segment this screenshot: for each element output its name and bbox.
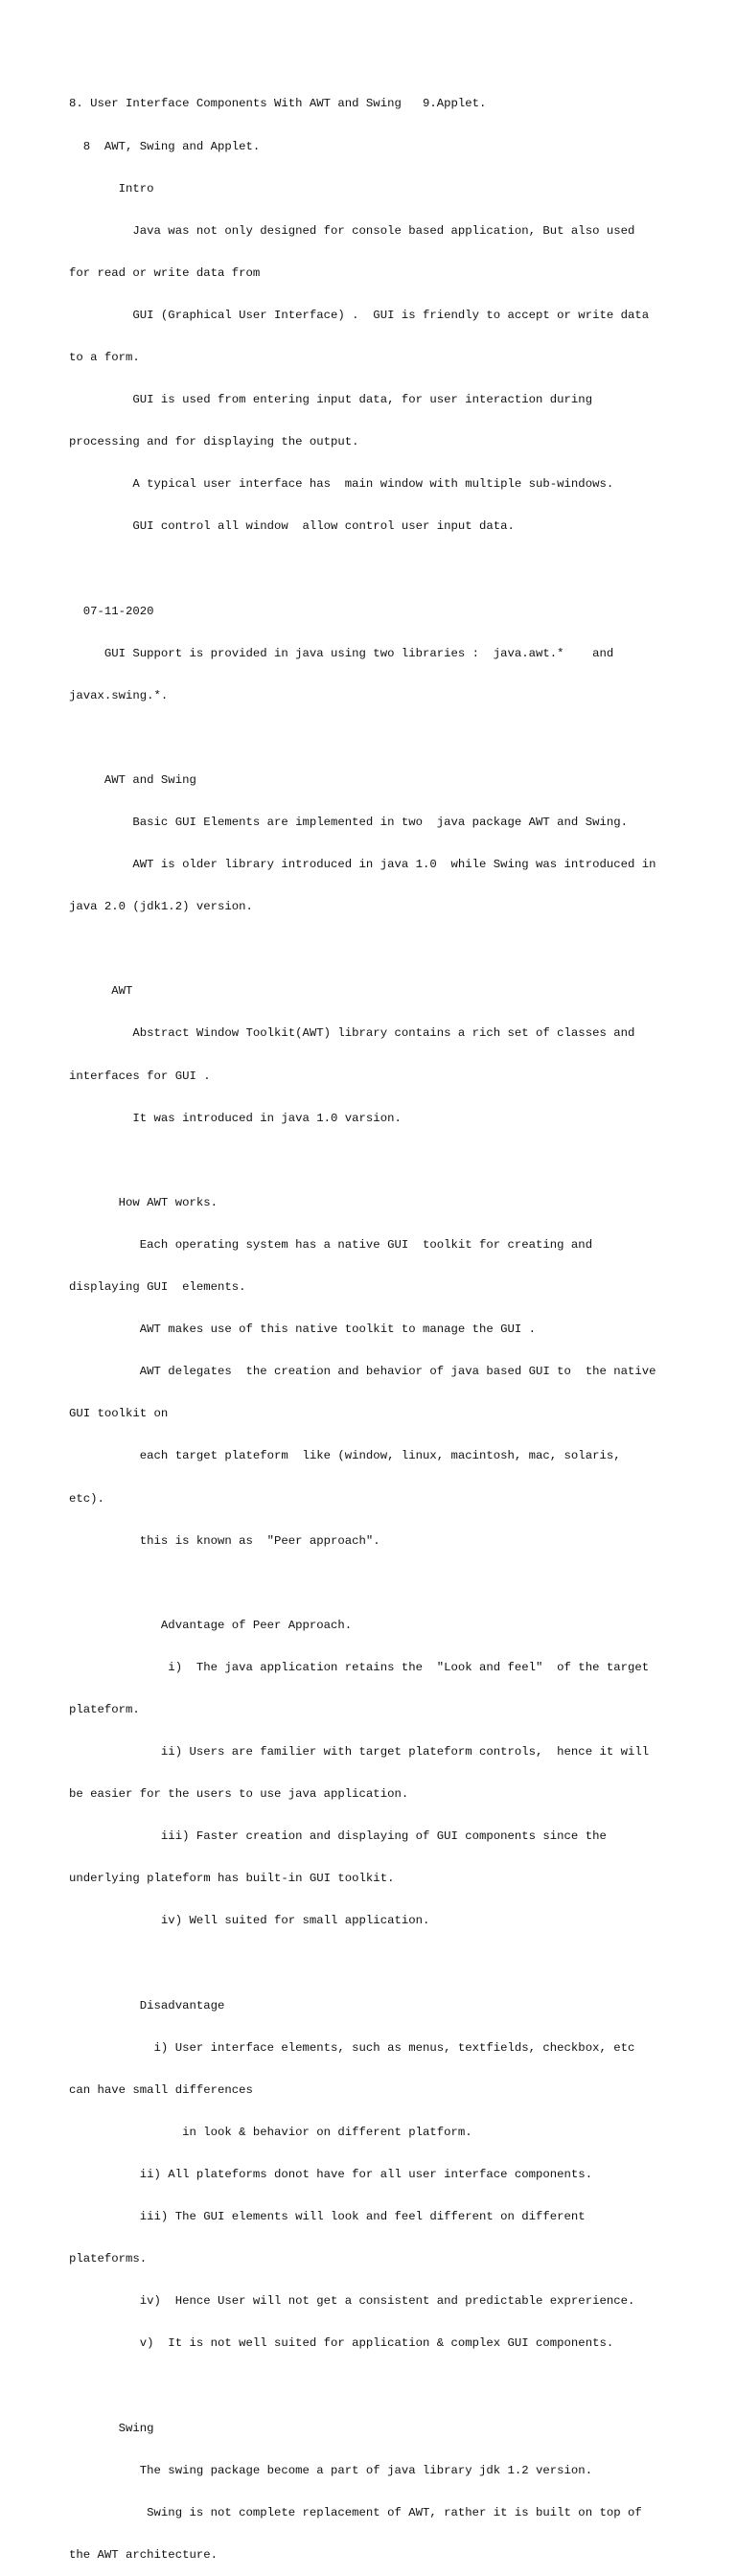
text-line: ii) All plateforms donot have for all user interface components. — [69, 2168, 593, 2181]
text-line: iii) The GUI elements will look and feel different on different — [69, 2210, 586, 2224]
text-line: GUI toolkit on — [69, 1407, 169, 1421]
text-line: GUI Support is provided in java using two libraries : java.awt.* and — [69, 646, 614, 660]
text-line: Java was not only designed for console based application, But also used — [69, 223, 635, 238]
blank-line — [69, 1154, 682, 1168]
blank-line — [69, 942, 682, 956]
blank-line — [69, 1576, 682, 1591]
text-line: Intro — [69, 181, 154, 196]
text-line: GUI is used from entering input data, for user interaction during — [69, 393, 593, 407]
date-line: 07-11-2020 — [69, 604, 154, 618]
text-line: in look & behavior on different platform. — [69, 2125, 472, 2139]
section-heading: AWT — [69, 984, 133, 999]
text-line: It was introduced in java 1.0 varsion. — [69, 1111, 402, 1125]
text-line: iii) Faster creation and displaying of GUI components since the — [69, 1829, 607, 1844]
text-line: this is known as "Peer approach". — [69, 1533, 380, 1548]
blank-line — [69, 1957, 682, 1971]
text-line: iv) Hence User will not get a consistent and predictable exprerience. — [69, 2294, 635, 2309]
section-heading: AWT and Swing — [69, 772, 196, 787]
text-line: javax.swing.*. — [69, 688, 169, 702]
text-line: processing and for displaying the output. — [69, 435, 359, 449]
text-line: 8. User Interface Components With AWT and Swing 9.Applet. — [69, 97, 487, 111]
blank-line — [69, 731, 682, 746]
section-heading: Advantage of Peer Approach. — [69, 1618, 353, 1632]
section-heading: Swing — [69, 2421, 154, 2435]
text-line: Swing is not complete replacement of AWT, rather it is built on top of — [69, 2505, 642, 2519]
text-line: etc). — [69, 1491, 104, 1506]
text-line: AWT is older library introduced in java 1.0 while Swing was introduced in — [69, 858, 656, 872]
text-line: for read or write data from — [69, 265, 261, 280]
blank-line — [69, 2379, 682, 2393]
section-heading: How AWT works. — [69, 1195, 218, 1209]
text-line: plateform. — [69, 1702, 140, 1716]
text-line: The swing package become a part of java library jdk 1.2 version. — [69, 2463, 593, 2477]
text-line: interfaces for GUI . — [69, 1069, 211, 1083]
text-line: GUI (Graphical User Interface) . GUI is friendly to accept or write data — [69, 308, 650, 322]
text-line: Abstract Window Toolkit(AWT) library contains a rich set of classes and — [69, 1026, 635, 1041]
text-line: Each operating system has a native GUI toolkit for creating and — [69, 1237, 593, 1252]
text-line: A typical user interface has main window with multiple sub-windows. — [69, 477, 614, 492]
text-line: Basic GUI Elements are implemented in two java package AWT and Swing. — [69, 816, 628, 829]
text-line: GUI control all window allow control user input data. — [69, 519, 515, 534]
text-line: iv) Well suited for small application. — [69, 1914, 430, 1928]
text-line: displaying GUI elements. — [69, 1280, 246, 1295]
text-line: plateforms. — [69, 2252, 148, 2266]
text-line: 8 AWT, Swing and Applet. — [69, 139, 261, 153]
text-line: underlying plateform has built-in GUI toolkit. — [69, 1872, 395, 1886]
document-page — [69, 69, 682, 2576]
section-heading: Disadvantage — [69, 1998, 225, 2012]
text-line: java 2.0 (jdk1.2) version. — [69, 900, 253, 914]
text-line: i) The java application retains the "Look and feel" of the target — [69, 1660, 650, 1674]
text-line: the AWT architecture. — [69, 2547, 218, 2562]
text-line: AWT delegates the creation and behavior of java based GUI to the native — [69, 1365, 656, 1379]
text-line: to a form. — [69, 350, 140, 364]
text-line: be easier for the users to use java application. — [69, 1787, 409, 1802]
text-line: can have small differences — [69, 2082, 253, 2097]
text-line: AWT makes use of this native toolkit to manage the GUI . — [69, 1322, 537, 1337]
blank-line — [69, 562, 682, 576]
text-line: ii) Users are familier with target plateform controls, hence it will — [69, 1745, 650, 1760]
text-line: each target plateform like (window, linux, macintosh, mac, solaris, — [69, 1449, 621, 1463]
text-line: i) User interface elements, such as menus, textfields, checkbox, etc — [69, 2040, 635, 2055]
text-line: v) It is not well suited for application & complex GUI components. — [69, 2336, 614, 2351]
